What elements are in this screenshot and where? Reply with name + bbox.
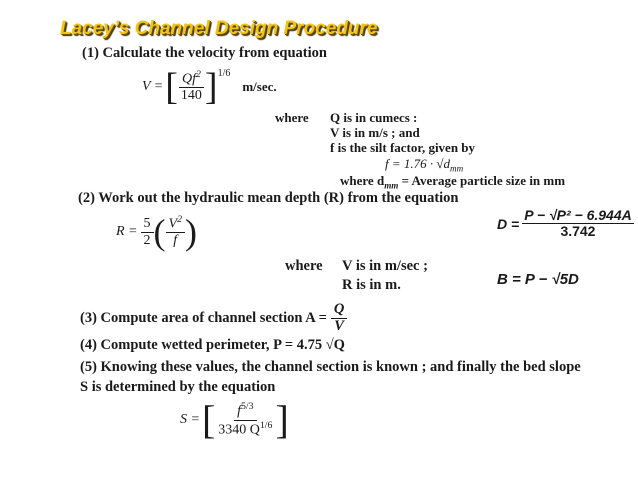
slope-left-bracket: [ — [201, 397, 216, 442]
velocity-denominator: 140 — [180, 88, 202, 104]
velocity-fraction — [178, 70, 205, 103]
depth-close-paren: ) — [184, 212, 197, 252]
step1-heading: (1) Calculate the velocity from equation — [82, 45, 327, 61]
depth-outer-fraction: $\frac{5}{2}$ — [141, 216, 154, 248]
where-line-q: Q is in cumecs : — [330, 110, 418, 125]
velocity-exponent: 1/6 — [217, 68, 231, 79]
depth-D-fraction: $\frac{\text{P − √P² − 6.944A}}{3.742}$ — [524, 207, 632, 240]
step5-line2: S is determined by the equation — [80, 379, 276, 395]
where-line-r-m: R is in m. — [342, 277, 401, 293]
step4-line: (4) Compute wetted perimeter, P = 4.75 √Q — [80, 337, 345, 353]
step5-line1: (5) Knowing these values, the channel section is known ; and finally the bed slope — [80, 359, 581, 375]
slope-equation — [180, 397, 289, 442]
step3-line: (3) Compute area of channel section A = $\frac{Q}{V}$ — [80, 302, 347, 335]
where-line-v: V is in m/s ; and — [330, 125, 420, 140]
depth-inner-fraction: $\frac{V^2}{f}$ — [166, 215, 185, 248]
depth-D-equation: D = $\frac{\text{P − √P² − 6.944A}}{3.742}$ — [497, 207, 632, 240]
where-label-1: where — [275, 110, 309, 125]
depth-eq-lhs: R = — [116, 224, 138, 239]
bed-width-equation: B = P − √5D — [497, 271, 579, 288]
where-line-f: f is the silt factor, given by — [330, 140, 476, 155]
slope-right-bracket: ] — [275, 397, 289, 442]
step2-heading: (2) Work out the hydraulic mean depth (R) from the equation — [78, 190, 459, 206]
particle-size-definition: where $d_{mm}$ = Average particle size in mm — [340, 173, 566, 191]
velocity-equation — [142, 68, 277, 106]
depth-equation — [116, 214, 197, 250]
slope-fraction: $\frac{f^{5/3}}{3340 Q^{1/6}}$ — [218, 401, 273, 438]
where-label-2: where — [285, 258, 323, 274]
velocity-unit: m/sec. — [242, 79, 277, 94]
left-bracket: [ — [165, 66, 178, 108]
velocity-numerator-exp: 2 — [195, 69, 201, 81]
area-fraction: $\frac{Q}{V}$ — [331, 302, 347, 335]
slide-title: Lacey’s Channel Design Procedure — [60, 18, 378, 39]
silt-factor-equation: $f = 1.76 \cdot √d_{mm}$ — [385, 156, 464, 174]
right-bracket: ] — [204, 66, 218, 108]
slope-eq-lhs: S = — [180, 412, 200, 427]
velocity-numerator: Qf — [181, 71, 196, 87]
where-line-v-ms: V is in m/sec ; — [342, 258, 428, 274]
depth-open-paren: ( — [153, 212, 166, 252]
velocity-eq-lhs: V = — [142, 79, 164, 94]
